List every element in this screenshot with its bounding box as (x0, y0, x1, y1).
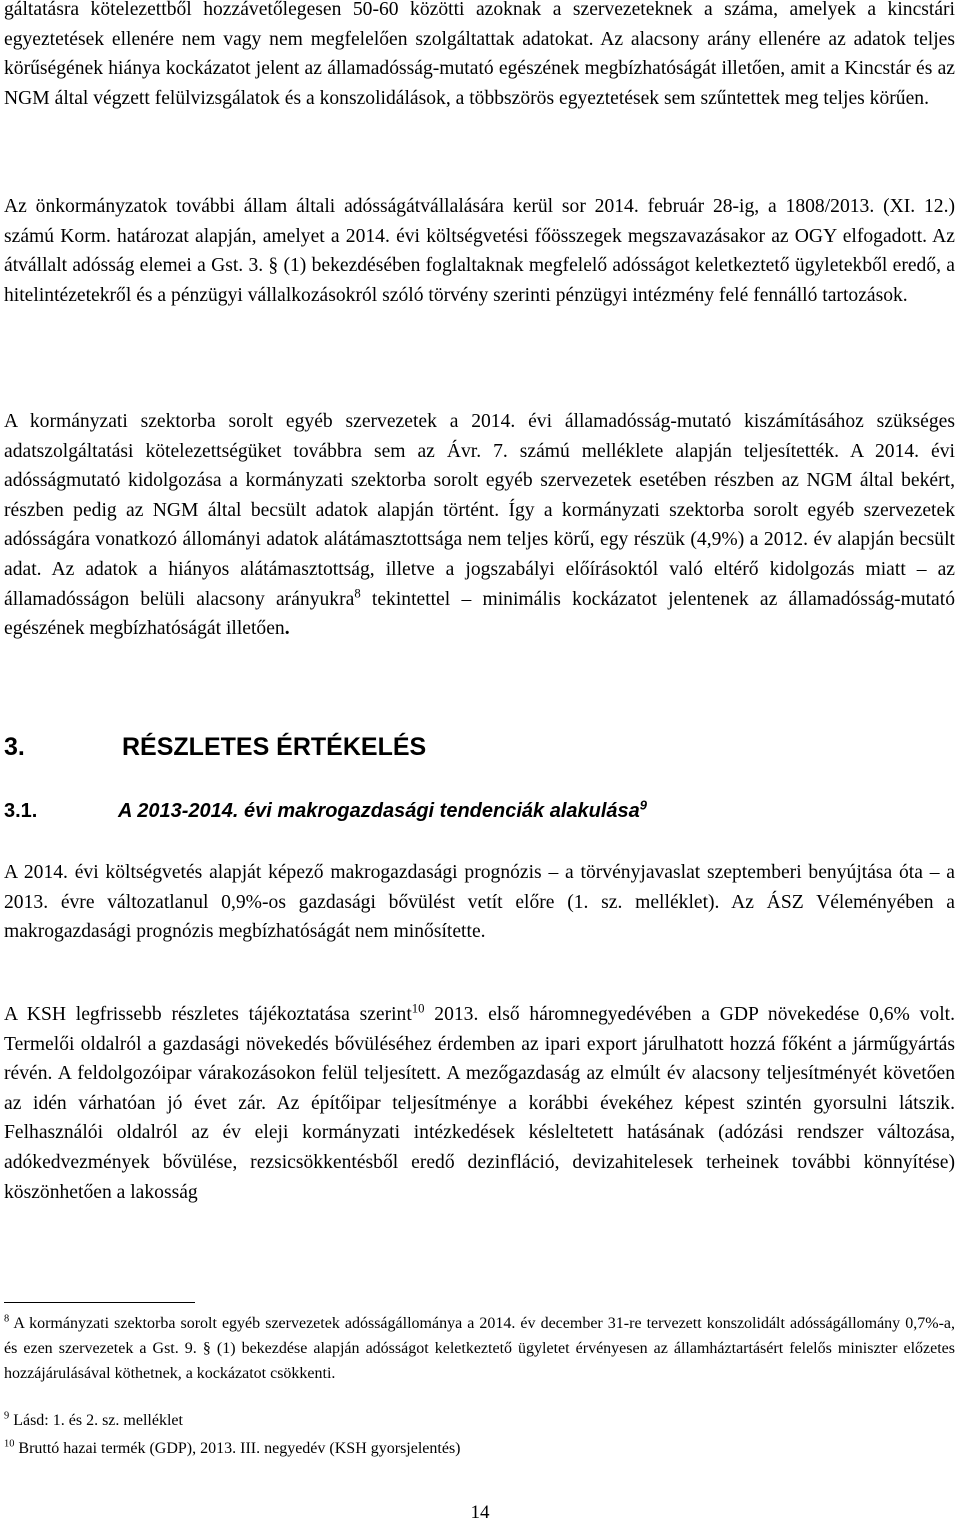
subsection-title: A 2013-2014. évi makrogazdasági tendenciák alakulása (118, 800, 640, 822)
section-number: 3. (4, 733, 25, 761)
section-heading (4, 733, 426, 762)
subsection-number: 3.1. (4, 800, 38, 822)
paragraph-text: A 2014. évi költségvetés alapját képező makrogazdasági prognózis – a törvényjavaslat szeptemberi benyújtása óta – a 2013. évre változatlanul 0,9%-os gazdasági bővülést vetít előre (1. sz. melléklet). Az ÁSZ Véleményében a makrogazdasági prognózis megbízhatóságát nem minősítette. (4, 862, 955, 943)
paragraph-text: Az önkormányzatok további állam általi adósságátvállalására kerül sor 2014. február 28-ig, a 1808/2013. (XI. 12.) számú Korm. határozat alapján, amelyet a 2014. évi költségvetési főösszegek megszavazásakor az OGY elfogadott. Az átvállalt adósság elemei a Gst. 3. § (1) bekezdésében foglaltaknak megfelelő adósságot keletkeztető ügyletekből eredő, a hitelintézetekről és a pénzügyi vállalkozásokról szóló törvény szerinti pénzügyi intézmény felé fennálló tartozások. (4, 196, 955, 306)
footnote-ref-8[interactable]: 8 (354, 586, 361, 601)
footnote-number: 8 (4, 1313, 10, 1325)
paragraph-text: tekintettel – minimális kockázatot jelentenek az államadósság-mutató egészének megbízhatóságát illetően (4, 588, 955, 640)
page-number: 14 (470, 1502, 490, 1523)
footnote-10 (4, 1436, 955, 1461)
footnote-ref-9[interactable]: 9 (639, 797, 648, 813)
footnote-text: Bruttó hazai termék (GDP), 2013. III. negyedév (KSH gyorsjelentés) (14, 1440, 461, 1457)
paragraph-text: 2013. első háromnegyedévében a GDP növekedése 0,6% volt. Termelői oldalról a gazdasági növekedés bővüléséhez érdemben az ipari export járulhatott hozzá főként a járműgyártás révén. A feldolgozóipar várakozásokon felül teljesített. A mezőgazdaság az elmúlt év alacsony teljesítményét követően az idén várhatóan jó évet zár. Az építőipar teljesítménye a korábbi évekéhez képest szintén gyorsulni látszik. Felhasználói oldalról az év eleji kormányzati intézkedések késleltetett hatásának (adózási rendszer változása, adókedvezmények bővülése, rezsicsökkentésből eredő dezinfláció, devizahitelesek terheinek további könnyítése) köszönhetően a lakosság (4, 1004, 955, 1203)
subsection-heading (4, 797, 648, 823)
paragraph-municipal-debt (4, 192, 955, 310)
paragraph-text: A KSH legfrissebb részletes tájékoztatása szerint (4, 1004, 412, 1025)
footnote-number: 9 (4, 1410, 10, 1422)
footnote-9 (4, 1408, 955, 1433)
paragraph-government-sector (4, 407, 955, 644)
footnote-text: Lásd: 1. és 2. sz. melléklet (9, 1412, 183, 1429)
paragraph-text: A kormányzati szektorba sorolt egyéb szervezetek a 2014. évi államadósság-mutató kiszámításához szükséges adatszolgáltatási kötelezettségüket továbbra sem az Ávr. 7. számú melléklete alapján teljesítették. A 2014. évi adósságmutató kidolgozása a kormányzati szektorba sorolt egyéb szervezetek esetében részben az NGM által bekért, részben pedig az NGM által becsült adatok alapján történt. Így a kormányzati szektorba sorolt egyéb szervezetek adósságára vonatkozó állományi adatok alátámasztottsága nem teljes körű, egy részük (4,9%) a 2012. év alapján becsült adat. Az adatok a hiányos alátámasztottság, illetve a jogszabályi előírásoktól való eltérő kidolgozás miatt – az államadósságon belüli alacsony arányukra (4, 411, 955, 610)
paragraph-text: gáltatásra kötelezettből hozzávetőlegesen 50-60 közötti azoknak a szervezeteknek a száma, amelyek a kincstári egyeztetések ellenére nem vagy nem megfelelően szolgáltattak adatokat. Az alacsony arány ellenére az adatok teljes körűségének hiánya kockázatot jelent az államadósság-mutató egészének megbízhatóságát illetően, amit a Kincstár és az NGM által végzett felülvizsgálatok és a konszolidálások, a többszörös egyeztetések sem szűntettek meg teljes körűen. (4, 0, 955, 109)
footnote-ref-10[interactable]: 10 (411, 1001, 425, 1016)
footnote-divider (4, 1302, 195, 1303)
paragraph-ksh-report (4, 1000, 955, 1207)
paragraph-macro-forecast (4, 858, 955, 947)
paragraph-data-completeness (4, 0, 955, 113)
footnote-8 (4, 1311, 955, 1386)
section-title: RÉSZLETES ÉRTÉKELÉS (122, 733, 427, 761)
footnote-text: A kormányzati szektorba sorolt egyéb szervezetek adósságállománya a 2014. év december 31-re tervezett konszolidált adósságállomány 0,7%-a, és ezen szervezetek a Gst. 9. § (1) bekezdése alapján adósságot keletkeztető ügyletet érvényesen az államháztartásért felelős miniszter előzetes hozzájárulásával köthetnek, a kockázatot csökkenti. (4, 1315, 955, 1382)
footnote-number: 10 (4, 1438, 15, 1450)
paragraph-end-mark: . (284, 618, 290, 640)
